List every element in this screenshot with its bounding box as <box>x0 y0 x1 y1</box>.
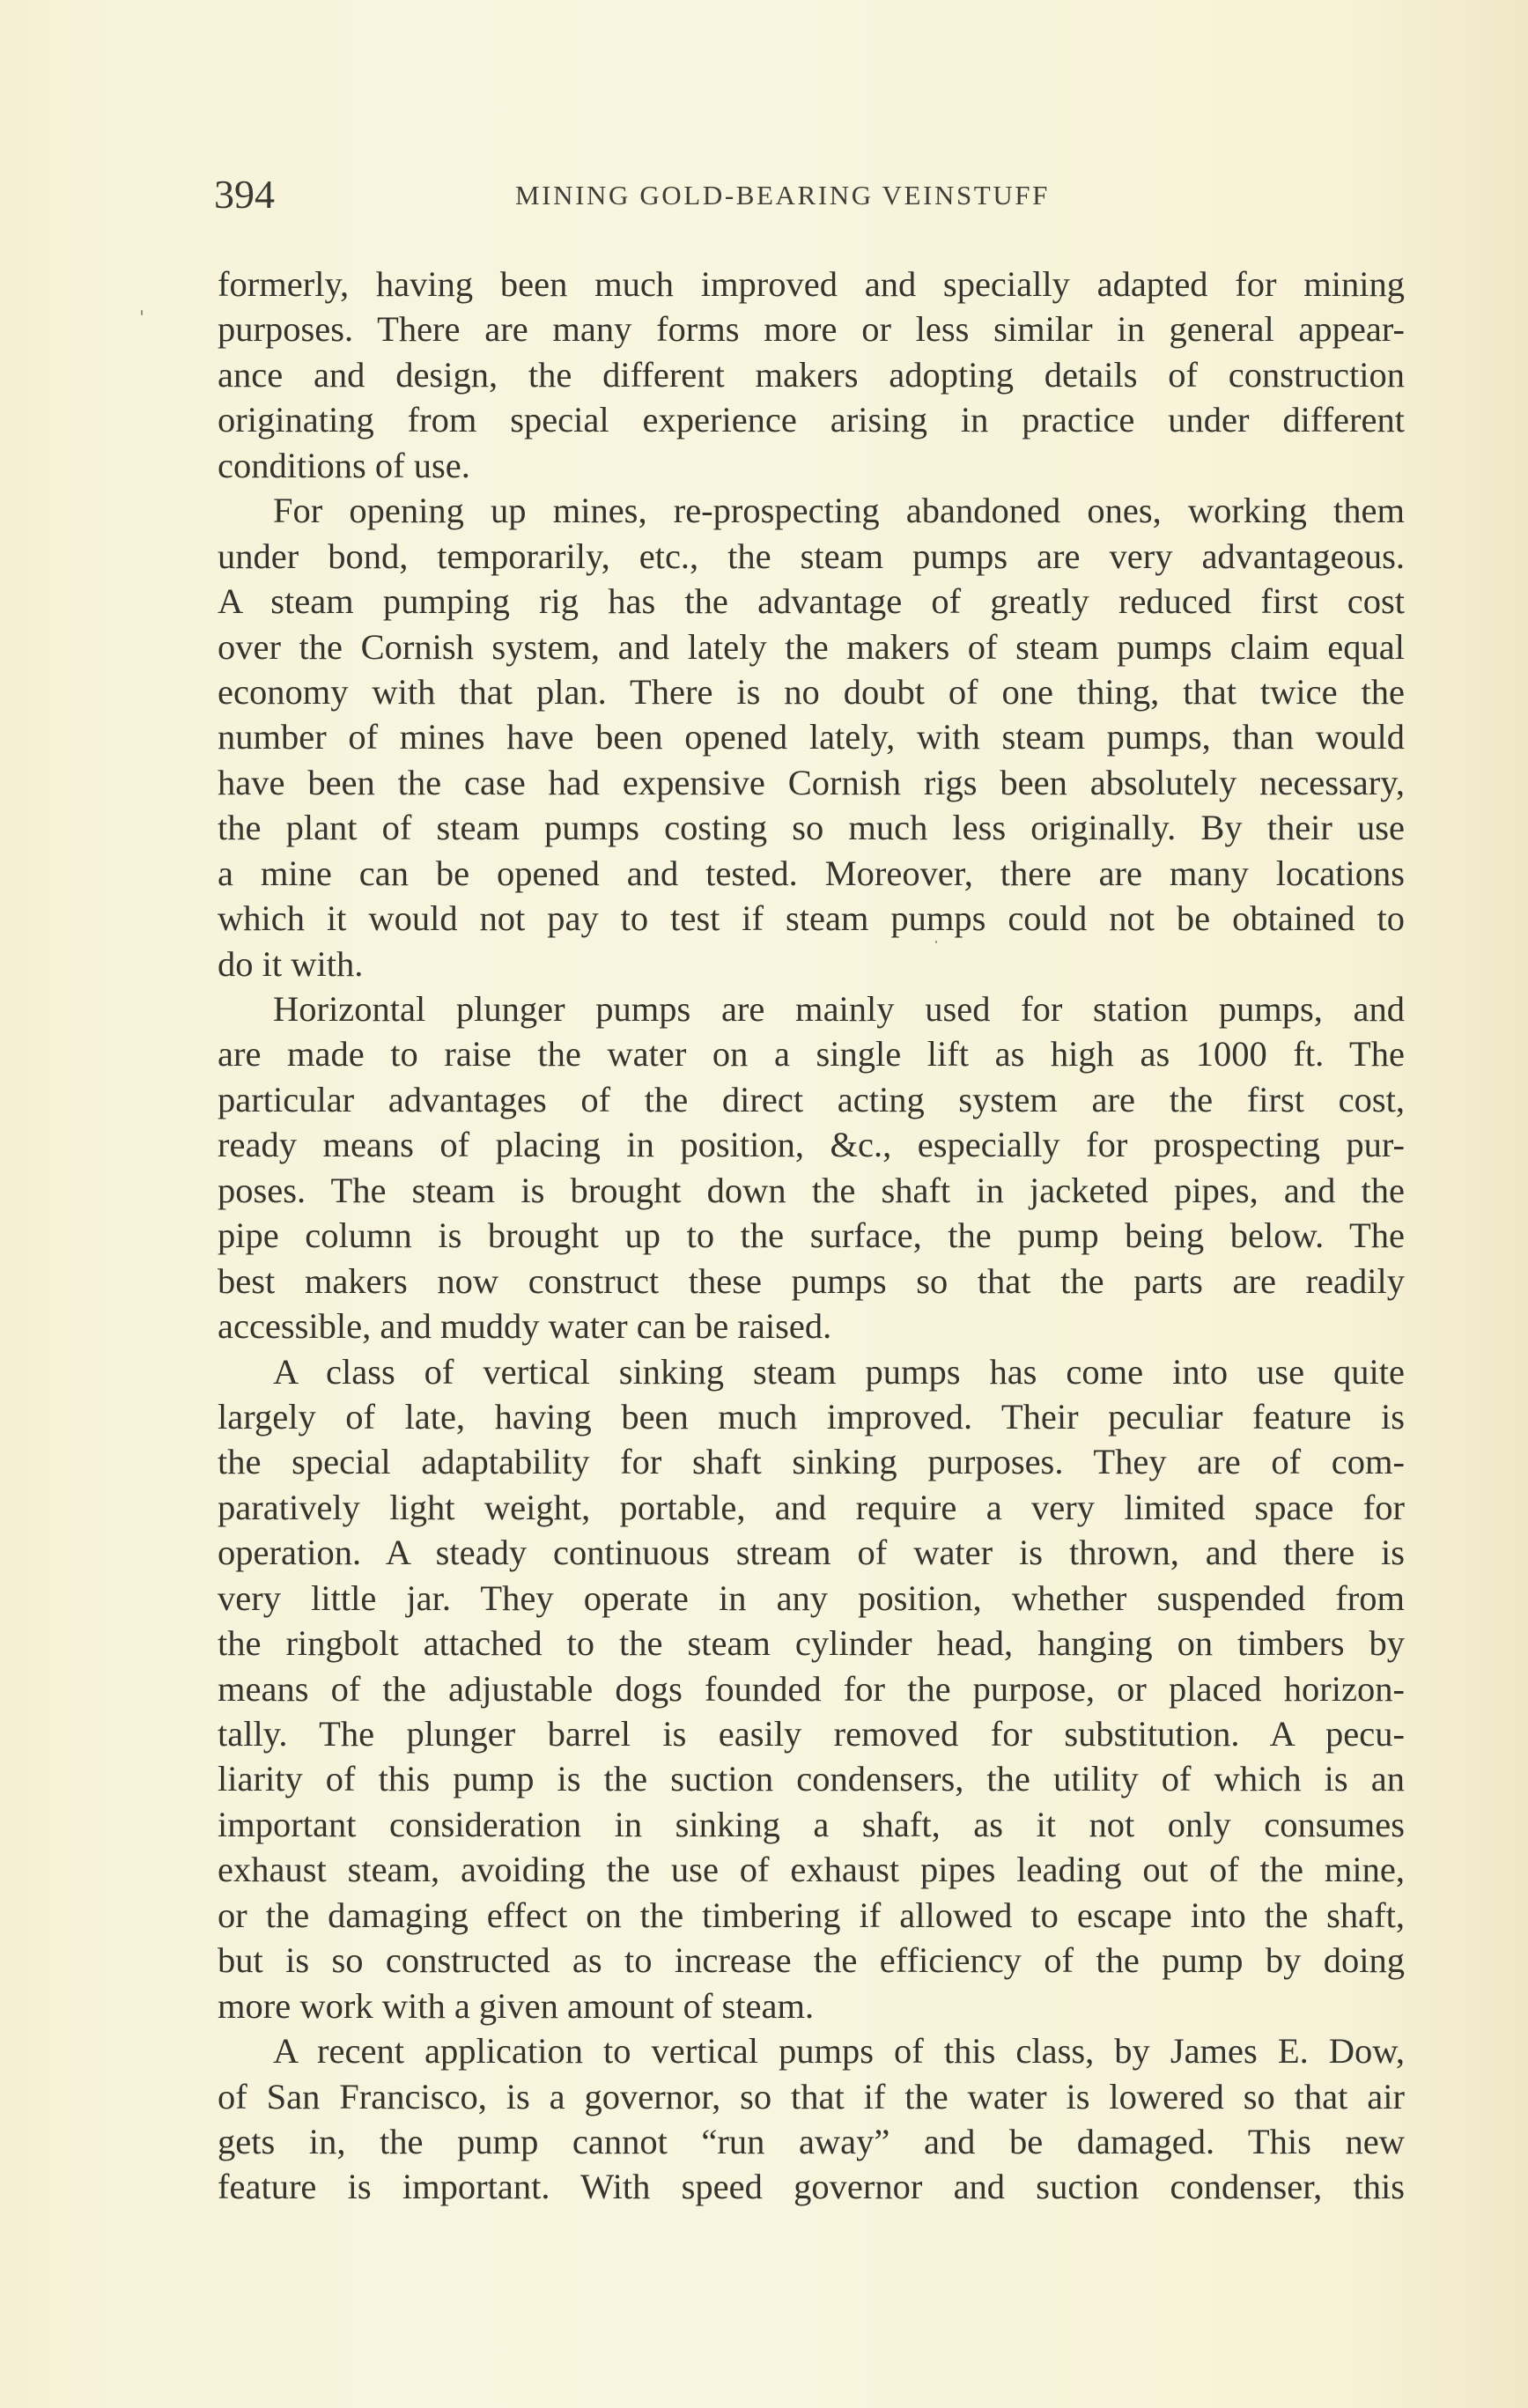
text-line: poses. The steam is brought down the shaft in jacketed pipes, and the <box>218 1170 1405 1210</box>
text-line: gets in, the pump cannot “run away” and be damaged. This new <box>218 2121 1405 2161</box>
text-line: liarity of this pump is the suction condensers, the utility of which is an <box>218 1759 1405 1799</box>
paragraph <box>218 986 1405 1349</box>
text-line: purposes. There are many forms more or less similar in general appear- <box>218 309 1405 350</box>
text-line: ready means of placing in position, &c., especially for prospecting pur- <box>218 1125 1405 1165</box>
text-line: conditions of use. <box>218 445 470 485</box>
text-line: best makers now construct these pumps so that the parts are readily <box>218 1260 1405 1301</box>
text-line: important consideration in sinking a shaft, as it not only consumes <box>218 1804 1405 1844</box>
text-line: pipe column is brought up to the surface, the pump being below. The <box>218 1215 1405 1256</box>
text-line: accessible, and muddy water can be raised. <box>218 1306 832 1347</box>
paper-speck <box>141 310 143 315</box>
text-line: of San Francisco, is a governor, so that if the water is lowered so that air <box>218 2076 1405 2116</box>
text-line: the plant of steam pumps costing so much less originally. By their use <box>218 808 1405 848</box>
text-line: A steam pumping rig has the advantage of greatly reduced first cost <box>218 581 1405 622</box>
paragraph <box>218 262 1405 488</box>
text-line: economy with that plan. There is no doubt of one thing, that twice the <box>218 671 1405 712</box>
text-line: A class of vertical sinking steam pumps has come into use quite <box>273 1351 1405 1392</box>
text-line: or the damaging effect on the timbering if allowed to escape into the shaft, <box>218 1895 1405 1935</box>
text-line: particular advantages of the direct acting system are the first cost, <box>218 1079 1405 1119</box>
text-line: A recent application to vertical pumps of this class, by James E. Dow, <box>273 2031 1405 2072</box>
body-text <box>218 262 1405 2210</box>
text-line: paratively light weight, portable, and require a very limited space for <box>218 1487 1405 1527</box>
text-line: very little jar. They operate in any position, whether suspended from <box>218 1577 1405 1618</box>
page-number: 394 <box>214 172 275 217</box>
paper-speck <box>935 941 937 943</box>
text-line: largely of late, having been much improved. Their peculiar feature is <box>218 1396 1405 1437</box>
text-line: which it would not pay to test if steam pumps could not be obtained to <box>218 898 1405 939</box>
text-line: more work with a given amount of steam. <box>218 1985 815 2026</box>
text-line: under bond, temporarily, etc., the steam pumps are very advantageous. <box>218 536 1405 576</box>
text-line: have been the case had expensive Cornish rigs been absolutely necessary, <box>218 762 1405 802</box>
text-line: are made to raise the water on a single lift as high as 1000 ft. The <box>218 1034 1405 1075</box>
text-line: do it with. <box>218 943 364 984</box>
paragraph <box>218 488 1405 986</box>
running-title: MINING GOLD-BEARING VEINSTUFF <box>515 180 1050 211</box>
text-line: originating from special experience arising in practice under different <box>218 400 1405 440</box>
text-line: ance and design, the different makers adopting details of construction <box>218 354 1405 395</box>
text-line: For opening up mines, re-prospecting abandoned ones, working them <box>273 491 1405 531</box>
text-line: Horizontal plunger pumps are mainly used for station pumps, and <box>273 989 1405 1029</box>
text-line: the special adaptability for shaft sinking purposes. They are of com- <box>218 1442 1405 1482</box>
text-line: number of mines have been opened lately, with steam pumps, than would <box>218 717 1405 757</box>
text-line: over the Cornish system, and lately the makers of steam pumps claim equal <box>218 626 1405 667</box>
paragraph <box>218 2028 1405 2210</box>
text-line: tally. The plunger barrel is easily removed for substitution. A pecu- <box>218 1714 1405 1754</box>
text-line: feature is important. With speed governor and suction condenser, this <box>218 2167 1405 2207</box>
text-line: formerly, having been much improved and specially adapted for mining <box>218 264 1405 304</box>
text-line: but is so constructed as to increase the efficiency of the pump by doing <box>218 1940 1405 1981</box>
text-line: exhaust steam, avoiding the use of exhaust pipes leading out of the mine, <box>218 1850 1405 1890</box>
text-line: a mine can be opened and tested. Moreover, there are many locations <box>218 853 1405 893</box>
text-line: means of the adjustable dogs founded for the purpose, or placed horizon- <box>218 1668 1405 1709</box>
text-line: the ringbolt attached to the steam cylinder head, hanging on timbers by <box>218 1623 1405 1664</box>
running-head <box>214 173 1405 217</box>
paragraph <box>218 1349 1405 2029</box>
text-line: operation. A steady continuous stream of water is thrown, and there is <box>218 1533 1405 1573</box>
